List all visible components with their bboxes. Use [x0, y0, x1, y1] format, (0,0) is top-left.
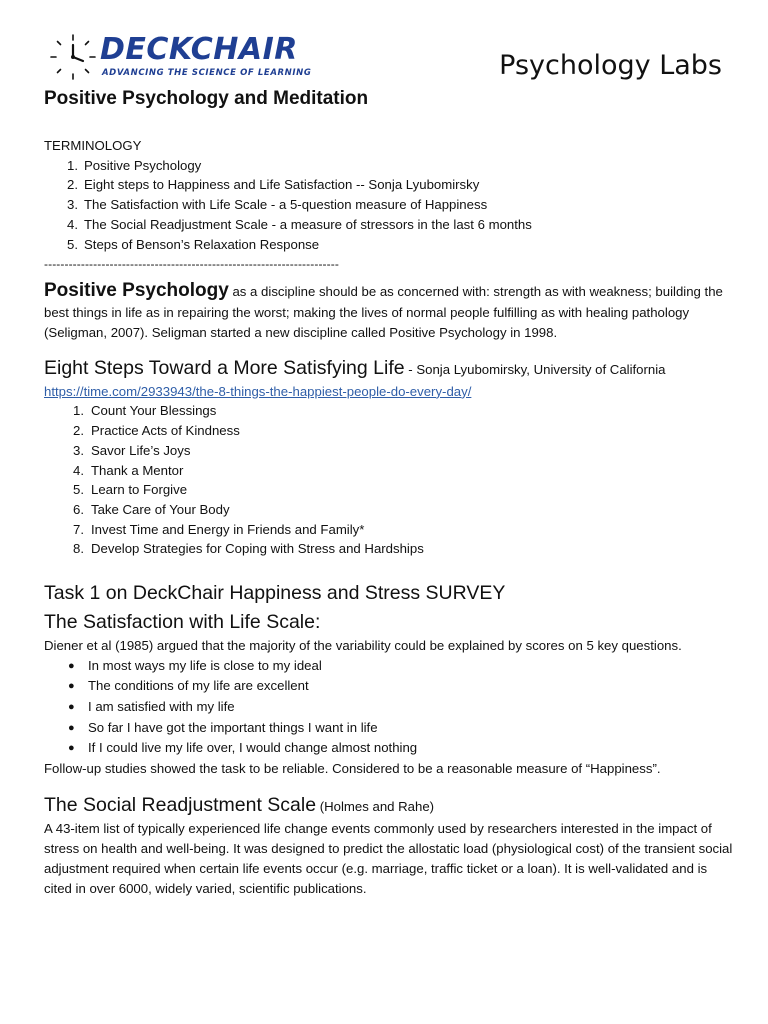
list-item: 5. Learn to Forgive — [73, 482, 188, 498]
list-item: 4. Thank a Mentor — [73, 462, 184, 478]
list-item: ● The conditions of my life are excellent — [68, 676, 734, 697]
social-readjustment-heading: The Social Readjustment Scale (Holmes and Rahe) — [44, 794, 435, 817]
task1-heading: Task 1 on DeckChair Happiness and Stress SURVEY — [44, 582, 506, 605]
satisfaction-scale-heading: The Satisfaction with Life Scale: — [44, 611, 321, 634]
list-item: ● So far I have got the important things I want in life — [68, 718, 734, 739]
list-item: 3. Savor Life’s Joys — [73, 442, 191, 458]
eight-steps-list — [44, 401, 734, 559]
satisfaction-scale-intro: Diener et al (1985) argued that the majority of the variability could be explained by scores on 5 key questions. — [44, 638, 682, 654]
social-readjustment-paragraph: A 43-item list of typically experienced life change events commonly used by researchers interested in the impact of stress on health and well-being. It was designed to predict the allostatic load (physiological cost) of the transient social adjustment required when certain life events occur (e.g. marriage, traffic ticket or a loan). It is well-validated and is cited in over 6000, widely varied, scientific publications. — [44, 821, 733, 896]
bullet-icon: ● — [68, 742, 75, 755]
terminology-list — [44, 156, 734, 255]
list-item: 7. Invest Time and Energy in Friends and Family* — [73, 521, 365, 537]
eight-steps-heading: Eight Steps Toward a More Satisfying Life - Sonja Lyubomirsky, University of California — [44, 356, 666, 379]
positive-psychology-text: as a discipline should be as concerned with: strength as with weakness; building the best things in life as in repairing the worst; making the lives of normal people fulfilling as with healing pathology (Seligman, 2007). Seligman started a new discipline called Positive Psychology in 1998. — [44, 284, 723, 341]
logo-wordmark: DECKCHAIR — [100, 32, 298, 67]
terminology-heading: TERMINOLOGY — [44, 138, 142, 153]
list-item: 1. Positive Psychology — [67, 157, 202, 173]
list-item: 4. The Social Readjustment Scale - a measure of stressors in the last 6 months — [67, 216, 532, 232]
positive-psychology-heading: Positive Psychology — [44, 280, 229, 302]
clock-icon — [48, 32, 98, 82]
bullet-icon: ● — [68, 680, 75, 693]
list-item: 3. The Satisfaction with Life Scale - a 5-question measure of Happiness — [67, 197, 488, 213]
positive-psychology-paragraph — [44, 281, 734, 344]
bullet-icon: ● — [68, 700, 75, 713]
satisfaction-followup: Follow-up studies showed the task to be reliable. Considered to be a reasonable measure of “Happiness”. — [44, 760, 661, 776]
eight-steps-attribution: - Sonja Lyubomirsky, University of California — [404, 361, 666, 377]
social-readjustment-attribution: (Holmes and Rahe) — [316, 799, 435, 815]
satisfaction-questions-list — [44, 656, 734, 759]
list-item: 5. Steps of Benson’s Relaxation Response — [67, 236, 320, 252]
list-item: 2. Practice Acts of Kindness — [73, 423, 240, 439]
list-item: ● I am satisfied with my life — [68, 697, 734, 718]
lab-title: Psychology Labs — [499, 50, 722, 81]
list-item: 2. Eight steps to Happiness and Life Satisfaction -- Sonja Lyubomirsky — [67, 177, 480, 193]
document-title: Positive Psychology and Meditation — [44, 88, 369, 109]
bullet-icon: ● — [68, 659, 75, 672]
logo-tagline: ADVANCING THE SCIENCE OF LEARNING — [102, 68, 312, 78]
time-article-link[interactable]: https://time.com/2933943/the-8-things-the-happiest-people-do-every-day/ — [44, 383, 472, 399]
list-item: ● In most ways my life is close to my ideal — [68, 656, 734, 677]
bullet-icon: ● — [68, 721, 75, 734]
divider: ------------------------------------------------------------------------ — [44, 257, 339, 272]
list-item: 8. Develop Strategies for Coping with Stress and Hardships — [73, 541, 424, 557]
list-item: ● If I could live my life over, I would change almost nothing — [68, 738, 734, 759]
page-header — [44, 28, 734, 88]
document-body — [44, 136, 734, 899]
list-item: 6. Take Care of Your Body — [73, 501, 230, 517]
list-item: 1. Count Your Blessings — [73, 403, 217, 419]
